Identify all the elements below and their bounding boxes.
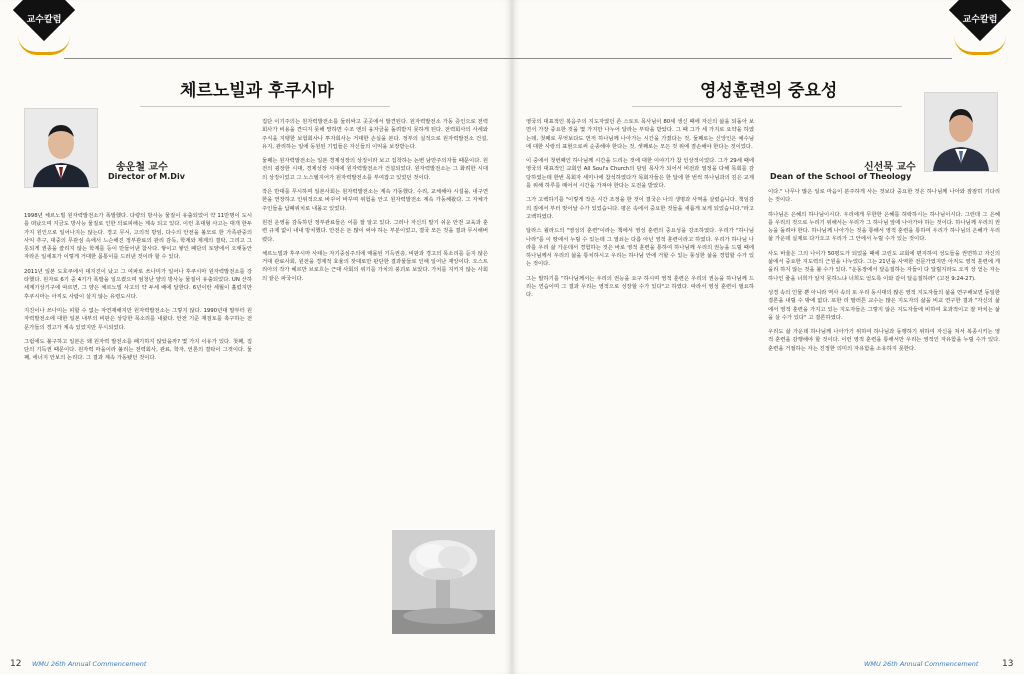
text-column-2	[262, 118, 488, 528]
paragraph: 영국의 대표적인 복음주의 지도자였던 존 스토트 목사님이 80세 생신 때에 자신의 삶을 되돌아 보면서 가장 중요한 것을 몇 가지만 나누어 달라는 부탁을 받았다. 그 때 그가 세 가지로 요약을 하였는데, 첫째로 무엇보다도 먼저 하나님께 나아가는 시간을 가졌다는 것, 둘째로는 신앙인은 예수님에 대한 사랑의 표현으로써 순종해야 한다는 것, 셋째로는 모든 것 위에 겸손해야 한다는 것이었다.	[526, 119, 754, 150]
badge-label: 교수칼럼	[26, 15, 62, 25]
paragraph: 달라스 윌라드의 "영성의 훈련"이라는 책에서 영성 훈련의 중요성을 강조하였다. 우리가 "하나님 나라"를 이 땅에서 누릴 수 있는데 그 열쇠는 다름 아닌 영적 훈련이라고 하였다. 우리가 하나님 나라를 우리 삶 가운데서 경험하는 것은 바로 영적 훈련을 통하여 하나님께 우리의 권능을 드릴 때에 하나님께서 우리의 삶을 통치하시고 우리는 하나님 안에 거할 수 있는 풍성한 삶을 경험할 수가 있는 것이다.	[526, 228, 754, 268]
header-rule	[512, 58, 952, 59]
paragraph: 둘째는 원자력발전소는 일본 경제성장의 상징이라 보고 집착하는 논변 남만주의자들 때문이다. 원전의 굉장한 시대, 경제성장 시대에 원자력발전소가 건설되었다. 원자력발전소는 그 화려한 시대의 상징이었고 그 노스텔지어가 원자력발전소를 부여잡고 있었던 것이다.	[262, 158, 488, 181]
article-title: 영성훈련의 중요성	[700, 81, 838, 101]
paragraph: 그가 고백하기를 "이렇게 작은 시간 조정을 한 것이 결국은 나의 생명과 사역을 살렸습니다. 책임감의 짐에서 부터 벗어날 수가 있었습니다. 평온 속에서 중요한 것들을 새롭게 보게 되었습니다."라고 고백하였다.	[526, 197, 754, 220]
author-role: Dean of the School of Theology	[770, 172, 912, 181]
paragraph: 그는 말하기를 "하나님께서는 우리의 권능을 요구 하시며 영적 훈련은 우리의 권능을 하나님께 드리는 연습이며 그 결과 우리는 영적으로 성장할 수가 있다"고 하였다. 따라서 영성 훈련이 필요하다.	[526, 275, 754, 299]
mushroom-cloud-photo	[392, 530, 495, 634]
paragraph: 우리도 삶 가운데 하나님께 나아가기 위하여 하나님과 동행하기 위하여 자신을 쳐서 복종시키는 영적 훈련을 감행해야 할 것이다. 이런 영적 훈련을 통해서만 우리는 영적인 자유함을 누릴 수가 있다. 훈련을 거절하는 자는 진정한 의미의 자유함을 소유하지 못한다.	[768, 329, 1000, 352]
right-page	[512, 0, 1024, 674]
author-role: Director of M.Div	[108, 172, 185, 181]
author-photo	[24, 108, 98, 188]
paragraph: 체르노빌과 후쿠시마 사태는 자기중심주의에 매몰된 기득권층, 비판과 경고의 목소리를 듣지 않은 거대 관료사회, 원전을 경제적 효율의 잣대로만 판단한 결과물들로 인해 일어난 재앙이다. 오스트리아의 작가 헤르만 브로흐는 근대 사회의 위기를 가치의 붕괴로 보았다. 가치를 지키지 않는 사회의 끝은 파국이다.	[262, 250, 488, 282]
paragraph: 그럼에도 불구하고 일본은 왜 원자력 발전소를 폐기하지 않았을까? 몇 가지 이유가 있다. 첫째, 집단의 기득권 때문이다. 원자력 마을이라 불리는 전력회사, 관료, 학자, 언론의 결탁이 그것이다. 둘째, 에너지 안보의 논리다. 그 결과 계속 가동됐던 것이다.	[24, 338, 252, 362]
column-badge-right	[948, 0, 1012, 64]
paragraph: 이다." 나무나 많은 일로 마음이 분주하게 사는 것보다 중요한 것은 하나님께 나아와 잠잠히 기다리는 것이다.	[768, 189, 1000, 204]
author-photo	[924, 92, 998, 172]
author-name: 신선묵 교수	[864, 162, 916, 173]
paragraph: 하나님은 은혜의 하나님이시다. 우리에게 무한한 은혜를 허락하시는 하나님이시다. 그런데 그 은혜를 우리의 것으로 누리기 위해서는 우리가 그 하나님 앞에 나아가야 하는 것이다. 하나님께 우리의 권능을 돌려야 한다. 하나님께 나아가는 것을 통해서 영적 훈련을 통하여 우리가 하나님의 은혜가 우리 삶 가운데 실제로 다가오고 우리가 그 안에서 누릴 수가 있는 것이다.	[768, 211, 1000, 243]
paragraph: 1998년 체르노빌 원자력발전소가 폭발했다. 다량의 방사능 물질이 유출되었어 약 11만명이 도시를 떠났으며 지금도 방사능 물질로 인한 의료피해는 계속 되고 있다. 이런 초대형 사고는 대개 한두 가지 원인으로 일어나지는 않는다. 경고 무시, 고의적 방임, 다수의 안전을 볼모로 한 가족관중의 사익 추구, 대중의 무관심 속에서 느슨해진 정부관료의 관리 감독, 학계와 제계의 결탁, 그리고 그릇되게 권종을 쓸리지 않는 학계를 등이 만들어낸 참사다. 쌓이고 쌓인 폐단의 토양에서 오랫동안 자라온 일세포가 이렇게 거대한 몸통이를 드러낸 것이라 할 수 있다.	[24, 213, 252, 261]
paragraph: 지진이나 쓰나미는 피할 수 없는 자연재해지만 원자력발전소는 그렇지 않다. 1990년대 말부터 원자력발전소에 대한 일본 내부의 비판은 상당한 목소리를 내왔다. 안전 기준 재검토를 촉구하는 전문가들의 경고가 계속 있었지만 무시되었다.	[24, 307, 252, 331]
page-number-left: 12	[10, 659, 22, 669]
author-name: 송운철 교수	[116, 162, 168, 173]
title-underline	[632, 106, 902, 107]
page-number-right: 13	[1002, 659, 1014, 669]
paragraph: 성경 속의 인물 뿐 아니라 역사 속의 또 우리 동시대의 많은 영적 지도자들의 삶을 연구해보면 동일한 결론을 내릴 수 밖에 없다. 또한 리 팔러튼 교수는 많은 지도자의 삶을 비교 연구한 결과 "자신의 삶에서 영적 훈련을 가지고 있는 지도자들은 그렇지 않은 지도자들에 비하여 효과적이고 잘 마치는 삶을 살 수가 있다" 고 결론하였다.	[768, 289, 1000, 321]
article-title: 체르노빌과 후쿠시마	[180, 81, 334, 101]
paragraph: 작은 반대를 무시하며 일본사회는 원자력발전소는 계속 가동했다. 수리, 교체해야 시설을, 내구연한을 연장하고 인위적으로 바꾸어 바꾸며 위험을 안고 원자력발전소 계속 가동해왔다. 그 자체가 주인들을 납폐위치로 내몰고 있었다.	[262, 189, 488, 212]
paragraph: 원전 운영을 감독하던 정부관료들은 이를 잘 알고 있다. 그러나 자신의 말기 쉬운 안전 교육과 훈련 규제 없이 내내 방치했다. 안전은 돈 많이 써야 하는 부분이었고, 결국 모든 것을 결과 무시해버렸다.	[262, 219, 488, 243]
column-badge-left	[12, 0, 76, 64]
title-underline	[140, 106, 390, 107]
text-column-1	[24, 212, 252, 652]
paragraph: 이 중에서 첫번째인 하나님께 시간을 드리는 것에 대한 이야기가 참 인상적이었다. 그가 29세 때에 영국의 대표적인 교회인 All Soul's Church의 담임 목사가 되어서 비전과 열정을 다해 목회를 감당하였는데 한번 목회자 세미나에 참석하였다가 목회자들은 한 달에 한 번씩 하나님과의 깊은 교제를 위해 하루를 떼어서 시간을 가져야 한다는 도전을 받았다.	[526, 158, 754, 190]
paragraph: 집단 이기주의는 원자력발전소를 둘러싸고 곳곳에서 발견된다. 원자력발전소 가동 증인으로 전력회사가 비용을 견디지 못해 망하면 수조 엔의 융자금을 돌려받지 못하게 된다. 전력회사의 사세와 주식을 지탱한 보험회사나 투자회사는 거대한 손실을 본다. 정부의 실적으로 원자력발전소 건설, 유지, 관리하는 일에 동원된 기업들은 자신들의 이익을 보장받는다.	[262, 119, 488, 150]
footer-text-right: WMU 26th Annual Commencement	[864, 660, 979, 668]
header-rule	[64, 58, 512, 59]
paragraph: 2011년 일본 도호쿠에서 대지진이 났고 그 여파로 쓰나미가 일어나 후쿠시마 원자력발전소를 강타했다. 원자로 6기 중 4기가 폭발을 일으켰으며 엄청난 양의 방사능 물질이 유출되었다. UN 산하 세계기상기구에 따르면, 그 양은 체르노빌 사고의 약 두세 배에 달한다. 6년이란 세월이 흘렀지만 후쿠시마는 아직도 사람이 살지 않는 유령도시다.	[24, 268, 252, 300]
text-column-1	[526, 118, 754, 653]
text-column-2	[768, 188, 1000, 653]
paragraph: 사도 바울은 그의 나이가 50평도가 되었을 때에 고린도 교회에 편지하여 성도들을 권면하고 자신의 삶에서 중요한 지도력의 근원을 나누었다. 그는 21년을 사역한 전문가였지만 아직도 영적 훈련에 게을리 하지 않는 것을 볼 수가 있다. "운동장에서 달음질하는 자들이 다 달릴지라도 오직 상 얻는 자는 하나인 줄을 너희가 알지 못하느냐 너희도 얻도록 이와 같이 달음질하라" (고전 9:24-27).	[768, 250, 1000, 282]
badge-label: 교수칼럼	[962, 15, 998, 25]
footer-text-left: WMU 26th Annual Commencement	[32, 660, 147, 668]
